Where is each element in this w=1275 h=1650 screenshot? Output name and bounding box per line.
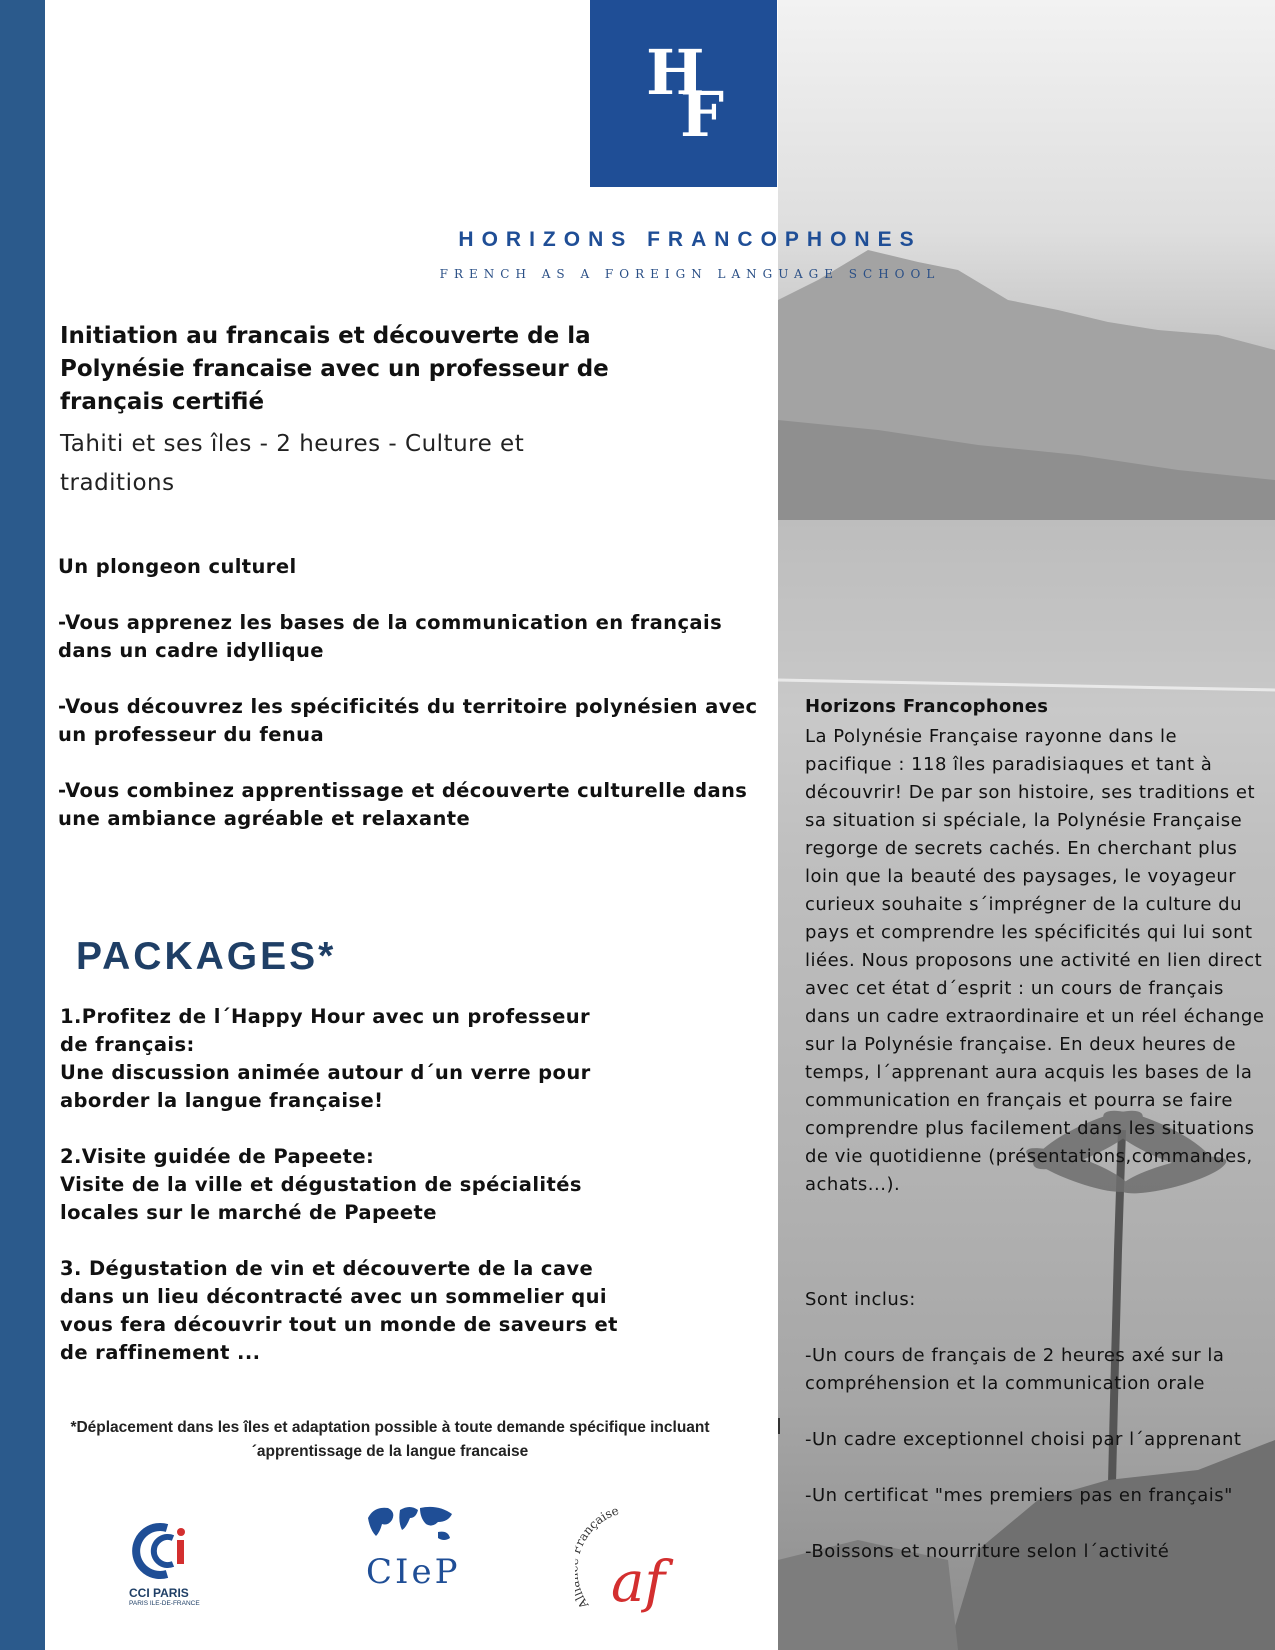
- package-2-desc: Visite de la ville et dégustation de spécialités locales sur le marché de Papeete: [60, 1173, 582, 1224]
- ciep-logo: [360, 1500, 470, 1600]
- left-blue-band: [0, 0, 45, 1650]
- page-subtitle: Tahiti et ses îles - 2 heures - Culture et traditions: [60, 431, 525, 496]
- about-body: La Polynésie Française rayonne dans le pacifique : 118 îles paradisiaques et tant à découvrir! De par son histoire, ses traditions et sa situation si spéciale, la Polynésie Française regorge de secrets cachés. En cherchant plus loin que la beauté des paysages, le voyageur curieux souhaite s´imprégner de la culture du pays et comprendre les spécificités qui lui sont liées. Nous proposons une activité en lien direct avec cet état d´esprit : un cours de français dans un cadre extraordinaire et un réel échange sur la Polynésie française. En deux heures de temps, l´apprenant aura acquis les bases de la communication en français et pourra se faire comprendre plus facilement dans les situations de vie quotidienne (présentations,commandes, achats...).: [805, 726, 1265, 1195]
- packages-heading: PACKAGES*: [76, 935, 337, 978]
- alliance-francaise-emblem-icon: [575, 1505, 695, 1615]
- hf-logo: [590, 0, 777, 187]
- logo-letter-f: F: [680, 78, 725, 151]
- af-monogram: af: [611, 1550, 666, 1615]
- package-3-title: 3. Dégustation de vin et découverte de la cave dans un lieu décontracté avec un sommelier qui vous fera découvrir tout un monde de saveurs et de raffinement ...: [60, 1257, 618, 1364]
- brand-name: HORIZONS FRANCOPHONES: [458, 228, 922, 251]
- alliance-francaise-arc-text: A ançaise: [575, 1505, 621, 1612]
- included-item-4: -Boissons et nourriture selon l´activité: [805, 1541, 1170, 1562]
- benefits-heading: Un plongeon culturel: [58, 555, 297, 578]
- package-2-title: 2.Visite guidée de Papeete:: [60, 1145, 375, 1168]
- world-map-icon: [360, 1500, 460, 1552]
- cci-emblem-icon: [125, 1520, 215, 1582]
- benefit-item-1: -Vous apprenez les bases de la communication en français dans un cadre idyllique: [58, 611, 723, 662]
- cci-paris-logo: [125, 1520, 215, 1615]
- divider-tick: [778, 1418, 780, 1434]
- benefit-item-3: -Vous combinez apprentissage et découverte culturelle dans une ambiance agréable et relaxante: [58, 779, 748, 830]
- about-heading: Horizons Francophones: [805, 696, 1049, 717]
- cci-name: CCI PARIS: [129, 1586, 189, 1600]
- alliance-francaise-logo: [575, 1505, 695, 1615]
- included-item-2: -Un cadre exceptionnel choisi par l´apprenant: [805, 1429, 1242, 1450]
- included-heading: Sont inclus:: [805, 1289, 916, 1310]
- packages-footnote: *Déplacement dans les îles et adaptation possible à toute demande spécifique incluant ´apprentissage de la langue francaise: [70, 1419, 710, 1460]
- brand-tagline: FRENCH AS A FOREIGN LANGUAGE SCHOOL: [439, 267, 941, 281]
- logo-letter-h: H: [646, 36, 705, 109]
- cci-subtitle: PARIS ILE-DE-FRANCE: [129, 1600, 200, 1607]
- ciep-name: CIeP: [366, 1552, 461, 1592]
- page-title: Initiation au francais et découverte de la Polynésie francaise avec un professeur de français certifié: [60, 323, 609, 415]
- package-1-title: 1.Profitez de l´Happy Hour avec un professeur de français:: [60, 1005, 591, 1056]
- included-item-3: -Un certificat "mes premiers pas en français": [805, 1485, 1233, 1506]
- benefit-item-2: -Vous découvrez les spécificités du territoire polynésien avec un professeur du fenua: [58, 695, 758, 746]
- package-1-desc: Une discussion animée autour d´un verre pour aborder la langue française!: [60, 1061, 591, 1112]
- included-item-1: -Un cours de français de 2 heures axé sur la compréhension et la communication orale: [805, 1345, 1225, 1394]
